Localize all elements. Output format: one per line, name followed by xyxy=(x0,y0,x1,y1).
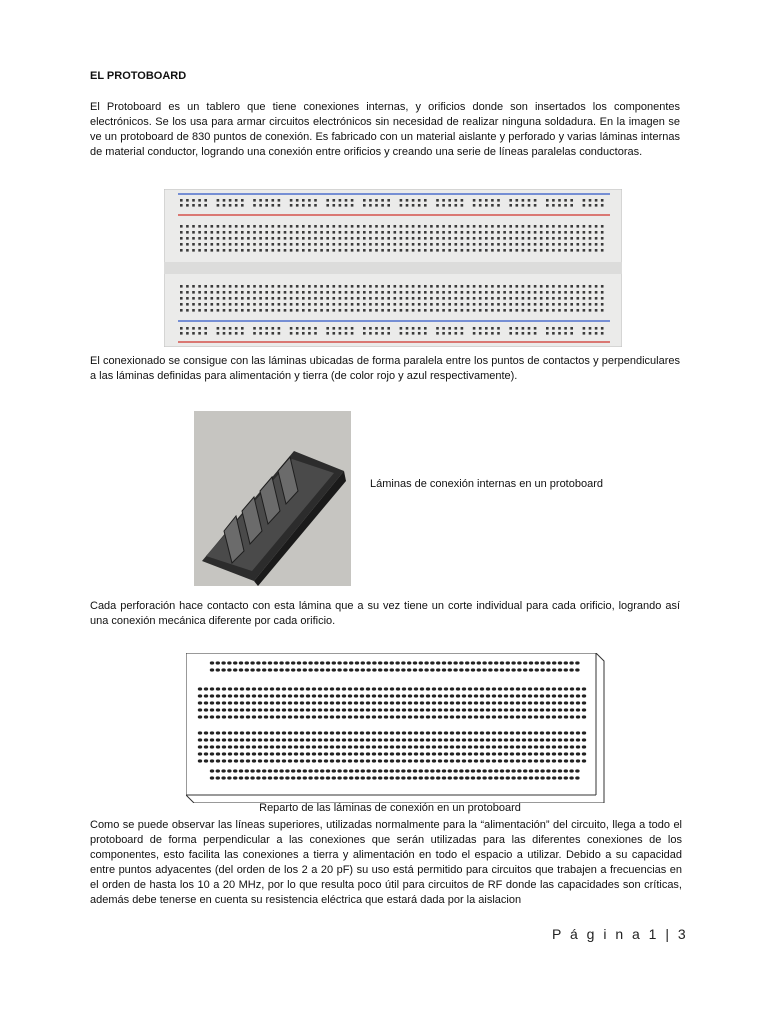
reparto-caption: Reparto de las láminas de conexión en un protoboard xyxy=(259,802,521,814)
breadboard-photo xyxy=(164,189,622,347)
lamina-photo xyxy=(194,411,351,586)
perforation-paragraph: Cada perforación hace contacto con esta lámina que a su vez tiene un corte individual para cada orificio, logrando así una conexión mecánica diferente por cada orificio. xyxy=(90,600,680,627)
intro-paragraph: El Protoboard es un tablero que tiene conexiones internas, y orificios donde son insertados los componentes electrónicos. Se los usa para armar circuitos electrónicos sin necesidad de realizar ninguna soldadura. En la imagen se ve un protoboard de 830 puntos de conexión. Es fabricado con un material aislante y perforado y varias láminas internas de material conductor, logrando una conexión entre orificios y creando una serie de líneas paralelas conductoras. xyxy=(90,101,680,158)
connection-paragraph: El conexionado se consigue con las láminas ubicadas de forma paralela entre los puntos de contactos y perpendiculares a las láminas definidas para alimentación y tierra (de color rojo y azul respectivamente). xyxy=(90,355,680,382)
lamina-caption: Láminas de conexión internas en un protoboard xyxy=(370,478,603,490)
page-number: P á g i n a 1 | 3 xyxy=(552,926,689,942)
reparto-diagram xyxy=(186,653,606,803)
document-title: EL PROTOBOARD xyxy=(90,70,187,82)
observation-paragraph: Como se puede observar las líneas superiores, utilizadas normalmente para la “alimentación” del circuito, llega a todo el protoboard de forma perpendicular a las conexiones que serán utilizadas para las diferentes conexiones de los componentes, esto facilita las conexiones a tierra y alimentación en todo el espacio a utilizar. Debido a su capacidad entre puntos adyacentes (del orden de los 2 a 20 pF) su uso está permitido para circuitos que trabajen a frecuencias en el orden de hasta los 10 a 20 MHz, por lo que resulta poco útil para circuitos de RF donde las capacidades son críticas, además debe tenerse en cuenta su resistencia eléctrica que estará dada por la aislacion xyxy=(90,819,682,906)
